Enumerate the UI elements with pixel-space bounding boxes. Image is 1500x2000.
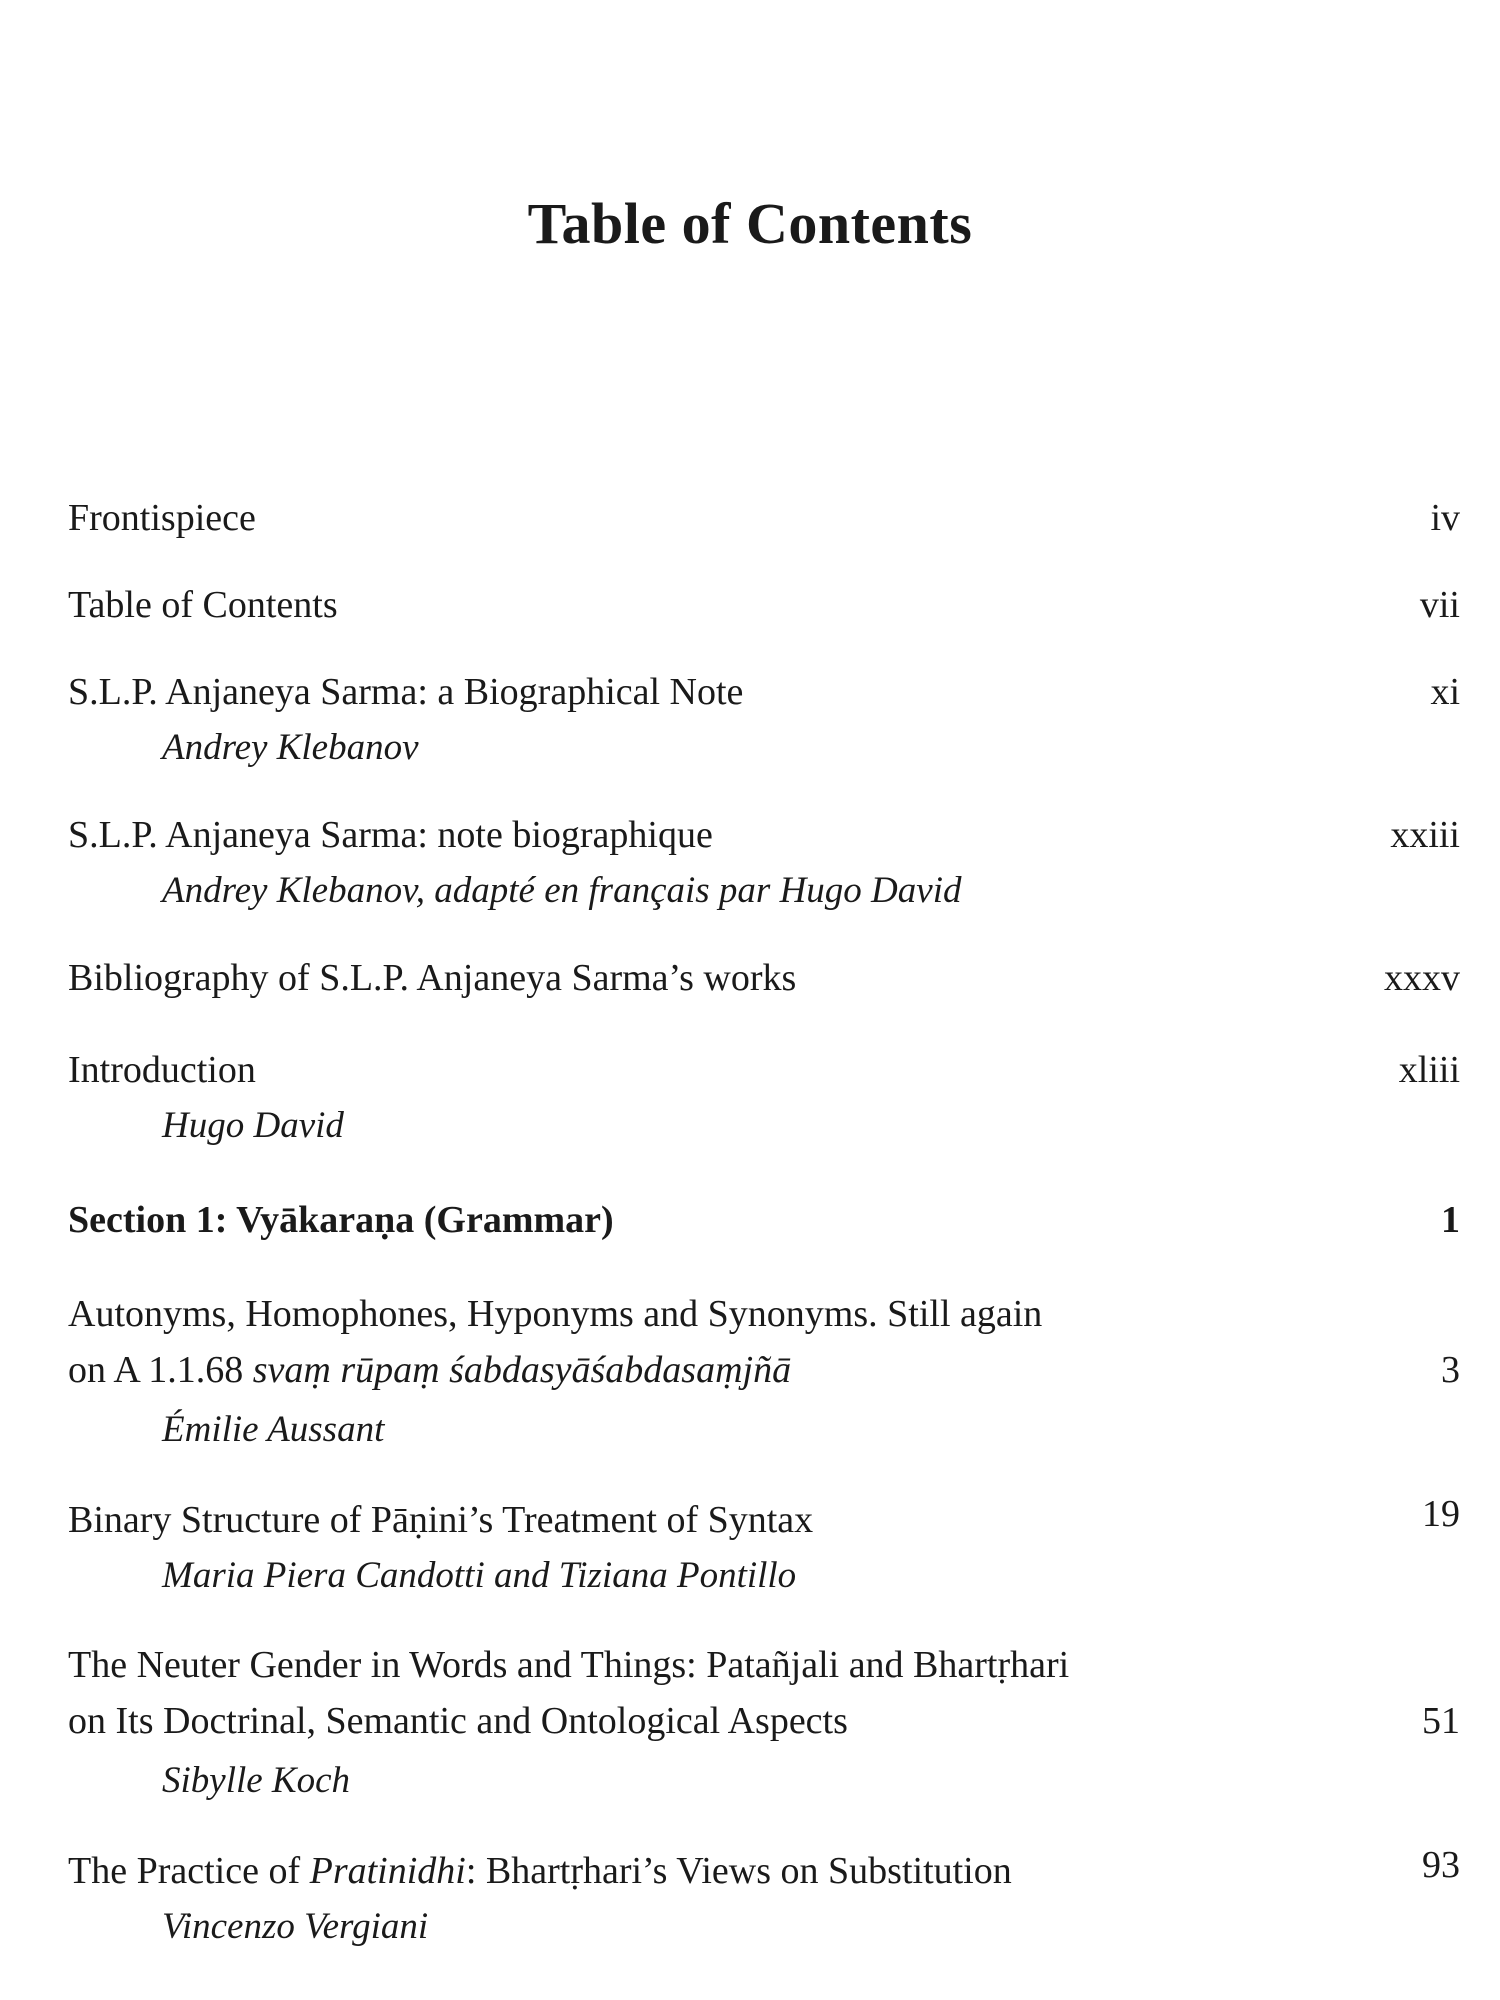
entry-author: Andrey Klebanov, adapté en français par Hugo David <box>162 870 962 911</box>
entry-title: Bibliography of S.L.P. Anjaneya Sarma’s works <box>68 957 797 999</box>
entry-title: Introduction <box>68 1049 256 1091</box>
entry-title: Table of Contents <box>68 584 338 626</box>
entry-page: xi <box>1430 671 1460 713</box>
entry-author: Sibylle Koch <box>162 1760 351 1801</box>
entry-author: Émilie Aussant <box>162 1409 385 1450</box>
entry-page: 3 <box>1441 1349 1460 1391</box>
entry-title: Frontispiece <box>68 497 256 539</box>
page-title: Table of Contents <box>527 191 973 256</box>
entry-page: 51 <box>1422 1700 1460 1742</box>
entry-title-prefix: The Practice of <box>68 1850 310 1892</box>
entry-title <box>68 1843 1012 1899</box>
toc-entry-biographical-note <box>68 664 1460 776</box>
toc-section-1 <box>68 1192 1460 1248</box>
toc-entry-frontispiece <box>68 490 1460 546</box>
toc-entry-bibliography <box>68 950 1460 1006</box>
toc-entry-introduction <box>68 1042 1460 1154</box>
entry-page: 93 <box>1422 1844 1460 1886</box>
section-page: 1 <box>1441 1199 1460 1241</box>
entry-page: iv <box>1430 497 1460 539</box>
entry-title-line-1: The Neuter Gender in Words and Things: Patañjali and Bhartṛhari <box>68 1644 1070 1686</box>
toc-entry-binary-structure <box>68 1492 1460 1604</box>
entry-page: vii <box>1419 584 1460 626</box>
entry-title-sanskrit: svaṃ rūpaṃ śabdasyāśabdasaṃjñā <box>252 1349 792 1391</box>
toc-entry-table-of-contents <box>68 577 1460 633</box>
entry-author: Vincenzo Vergiani <box>162 1906 429 1947</box>
entry-title-line-2 <box>68 1342 791 1398</box>
entry-page: 19 <box>1422 1493 1460 1535</box>
entry-title-suffix: : Bhartṛhari’s Views on Substitution <box>465 1850 1012 1892</box>
entry-title-line-2: on Its Doctrinal, Semantic and Ontological Aspects <box>68 1700 848 1742</box>
entry-author: Hugo David <box>162 1105 344 1146</box>
entry-title-line-1: Autonyms, Homophones, Hyponyms and Synonyms. Still again <box>68 1293 1043 1335</box>
entry-title: S.L.P. Anjaneya Sarma: a Biographical Note <box>68 671 744 713</box>
entry-page: xxxv <box>1384 957 1460 999</box>
toc-entry-note-biographique <box>68 807 1460 919</box>
toc-entry-pratinidhi <box>68 1843 1460 1955</box>
entry-title-line-2-prefix: on A 1.1.68 <box>68 1349 253 1391</box>
entry-page: xxiii <box>1390 814 1460 856</box>
entry-title: Binary Structure of Pāṇini’s Treatment of Syntax <box>68 1499 814 1541</box>
entry-page: xliii <box>1398 1049 1460 1091</box>
entry-author: Andrey Klebanov <box>162 727 419 768</box>
section-title: Section 1: Vyākaraṇa (Grammar) <box>68 1199 614 1241</box>
toc-entry-autonyms <box>68 1286 1460 1458</box>
entry-title-italic: Pratinidhi <box>309 1850 466 1892</box>
entry-title: S.L.P. Anjaneya Sarma: note biographique <box>68 814 713 856</box>
toc-entry-neuter-gender <box>68 1637 1460 1809</box>
entry-author: Maria Piera Candotti and Tiziana Pontillo <box>162 1555 797 1596</box>
